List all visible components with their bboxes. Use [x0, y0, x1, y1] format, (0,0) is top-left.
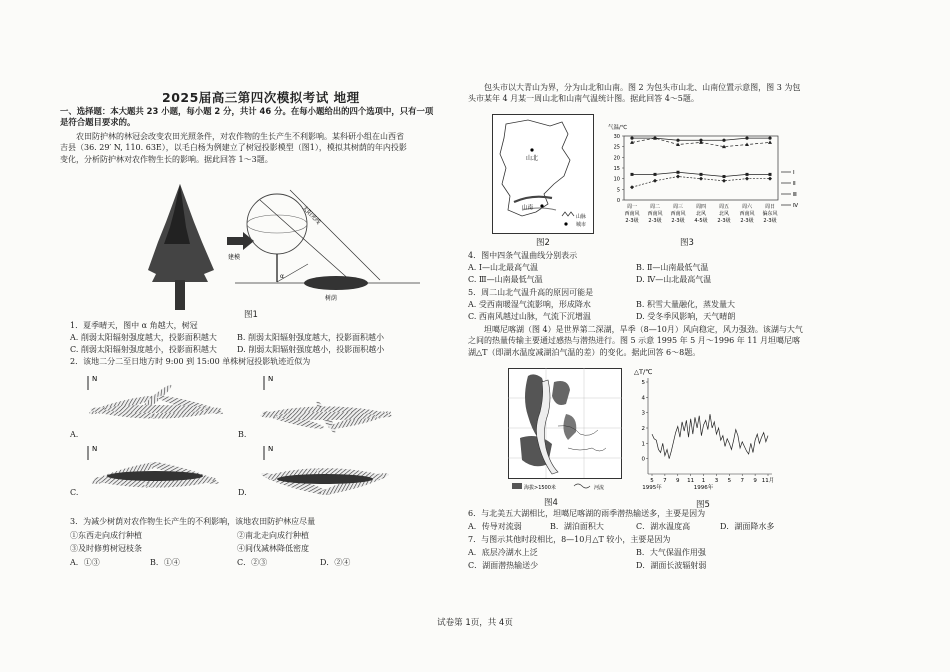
data-point: [630, 185, 634, 189]
angle-label: α: [280, 273, 284, 280]
x-tick-label: 周日: [764, 204, 776, 210]
x-tick-label: 5: [650, 478, 654, 484]
x-tick-label: 2-3级: [671, 218, 685, 224]
data-point: [745, 143, 749, 147]
option-c-figure: [88, 445, 220, 490]
shannan-label: 山南: [522, 205, 534, 211]
data-point: [676, 175, 680, 179]
figure-5-caption: 图5: [696, 500, 710, 510]
data-point: [745, 137, 748, 140]
question-stem: 3．为减少树荫对农作物生长产生的不利影响，该地农田防护林应尽量: [70, 517, 316, 526]
y-tick-label: 30: [613, 134, 620, 140]
option-d-figure: [260, 445, 390, 498]
data-point: [630, 137, 633, 140]
page-title: 2025届高三第四次模拟考试 地理: [162, 90, 360, 105]
legend-label: Ⅱ: [793, 181, 796, 187]
y-tick-label: 20: [613, 155, 620, 162]
q2-option-d[interactable]: D.: [238, 488, 247, 497]
crown-shadow-label: 树荫: [325, 295, 338, 302]
section-header-line: 一、选择题：本大题共 23 小题，每小题 2 分，共计 46 分。在每小题给出的四个选项中，只有一项: [60, 106, 434, 116]
option-a-figure: [88, 375, 224, 421]
sun-ray-label: 太阳光线: [300, 205, 322, 226]
x-tick-label: 北风: [718, 211, 730, 217]
q5-option-b[interactable]: B. 积雪大量融化，蒸发量大: [636, 300, 735, 309]
passage-1: [60, 131, 407, 165]
q6-option-d[interactable]: D．湖面降水多: [720, 522, 775, 531]
legend-river: 河流: [594, 485, 605, 491]
x-tick-label: 周二: [649, 204, 661, 210]
q7-option-b[interactable]: B．大气保温作用强: [636, 548, 706, 557]
data-point: [722, 139, 725, 142]
passage-line: 变化，分析防护林对农作物生长的影响。据此回答 1～3题。: [60, 154, 273, 164]
legend-label: Ⅰ: [793, 170, 795, 176]
y-tick-label: 10: [613, 176, 620, 183]
question-1: [70, 320, 198, 331]
figure-4-caption: 图4: [544, 498, 558, 508]
question-2: [70, 356, 310, 367]
data-point: [745, 177, 749, 181]
q4-option-b[interactable]: B. Ⅱ—山南最低气温: [636, 263, 709, 272]
x-tick-label: 11: [687, 478, 695, 484]
question-stem: 2．该地二分二至日地方时 9:00 到 15:00 单株树冠投影轨迹近似为: [70, 357, 311, 366]
data-point: [654, 173, 657, 176]
question-6: [468, 508, 705, 519]
y-tick-label: 5: [616, 187, 620, 194]
y-axis-label: 气温/℃: [608, 125, 628, 131]
question-stem: 5．周二山北气温升高的原因可能是: [468, 288, 594, 297]
x-tick-label: 7: [740, 478, 744, 484]
plot-frame: [624, 136, 778, 200]
q5-option-d[interactable]: D. 受冬季风影响，天气晴朗: [636, 312, 736, 321]
y-tick-label: 25: [613, 144, 620, 151]
north-label: N: [268, 445, 274, 453]
x-tick-label: 偏东风: [762, 211, 778, 217]
figure-5-chart: [632, 364, 780, 496]
north-label: N: [92, 445, 98, 453]
x-tick-label: 西南风: [647, 211, 663, 217]
section-header: [60, 106, 433, 129]
shanbei-label: 山北: [526, 155, 539, 162]
passage-2: [468, 82, 800, 105]
q4-option-a[interactable]: A. Ⅰ—山北最高气温: [468, 263, 539, 272]
figure-3-chart: [606, 120, 806, 232]
q2-option-c[interactable]: C.: [70, 488, 79, 497]
q3-item-3: ③及时修剪树冠枝条: [70, 544, 142, 553]
question-stem: 1．夏季晴天，图中 α 角越大，树冠: [70, 321, 198, 330]
data-point: [700, 173, 703, 176]
data-point: [768, 140, 772, 144]
question-stem: 4．图中四条气温曲线分别表示: [468, 251, 578, 260]
x-tick-label: 西南风: [624, 211, 640, 217]
x-tick-label: 西南风: [670, 211, 686, 217]
q3-item-4: ④间伐减林降低密度: [237, 544, 309, 553]
model-label: 建模: [228, 254, 241, 261]
y-tick-label: 2: [641, 426, 645, 432]
x-tick-label: 7: [663, 478, 667, 484]
legend-city: 城市: [576, 222, 587, 228]
q2-option-b[interactable]: B.: [238, 430, 247, 439]
q3-option-a[interactable]: A．①③: [70, 558, 100, 567]
x-tick-label: 2-3级: [625, 218, 639, 224]
passage-3: [468, 324, 803, 358]
y-tick-label: 0: [641, 456, 645, 463]
q3-option-b[interactable]: B．①④: [150, 558, 180, 567]
x-tick-label: 2-3级: [740, 218, 754, 224]
q2-option-a[interactable]: A.: [70, 430, 79, 439]
q7-option-c[interactable]: C．湖面潜热输送少: [468, 561, 539, 570]
question-7: [468, 534, 670, 545]
q3-item-1: ①东西走向成行种植: [70, 531, 142, 540]
x-tick-label: 3: [714, 478, 719, 484]
q7-option-d[interactable]: D．湖面长波辐射弱: [636, 561, 707, 570]
tree-illustration: [148, 184, 214, 310]
data-point: [723, 175, 726, 178]
x-tick-label: 周三: [672, 204, 684, 210]
x-tick-label: 周一: [626, 204, 638, 210]
question-5: [468, 287, 593, 298]
passage-line: 吉县（36. 29′ N, 110. 63E），以毛白杨为例建立了树冠投影模型（图1），模拟其树荫的年内投影: [60, 143, 407, 153]
q4-option-d[interactable]: D. Ⅳ—山北最高气温: [636, 275, 712, 284]
data-point: [653, 179, 657, 183]
data-point: [631, 173, 634, 176]
x-tick-label: 11月: [761, 478, 775, 484]
x-tick-label: 4-5级: [694, 218, 708, 224]
x-tick-label: 周五: [718, 204, 730, 210]
q6-option-c[interactable]: C．湖水温度高: [636, 522, 691, 531]
y-tick-label: 3: [641, 410, 645, 417]
q1-option-a[interactable]: A. 削弱太阳辐射强度越大，投影面积越大: [70, 333, 217, 342]
north-label: N: [268, 375, 274, 383]
question-4: [468, 250, 577, 261]
question-stem: 7．与图示其他时段相比，8—10月△T 较小，主要是因为: [468, 535, 671, 544]
figure-1-caption: 图1: [244, 310, 258, 320]
q5-option-c[interactable]: C. 西南风越过山脉，气流下沉增温: [468, 312, 591, 321]
x-tick-label: 9: [753, 478, 757, 484]
passage-line: 湖△T（即湖水温度减湖泊气温的差）的变化。据此回答 6～8题。: [468, 347, 701, 357]
q3-option-d[interactable]: D．②④: [320, 558, 351, 567]
y-tick-label: 4: [641, 395, 645, 402]
y-tick-label: 5: [641, 380, 645, 386]
data-point: [722, 179, 726, 183]
passage-line: 之间的热量传输主要通过感热与潜热进行。图 5 示意 1995 年 5 月～1996 年 11 月坦噶尼喀: [468, 336, 800, 346]
q6-option-b[interactable]: B．湖泊面积大: [550, 522, 604, 531]
legend-label: Ⅲ: [793, 192, 797, 198]
q1-option-b[interactable]: B. 削弱太阳辐射强度越大，投影面积越小: [237, 333, 384, 342]
data-point: [699, 177, 703, 181]
question-stem: 6．与北美五大湖相比，坦噶尼喀湖的雨季潜热输送多，主要是因为: [468, 509, 706, 518]
y-tick-label: 1: [641, 441, 645, 448]
x-tick-label: 9: [676, 478, 680, 484]
data-point: [746, 173, 749, 176]
x-tick-label: 2-3级: [763, 218, 777, 224]
question-3: [70, 516, 315, 527]
passage-line: 坦噶尼喀湖（图 4）是世界第二深湖，旱季（8—10月）风向稳定，风力强劲。该湖与大气: [484, 325, 803, 334]
x-tick-label: 2-3级: [648, 218, 662, 224]
y-tick-label: 15: [613, 166, 620, 172]
data-point: [769, 173, 772, 176]
q4-option-c[interactable]: C. Ⅲ—山南最低气温: [468, 275, 543, 284]
q3-option-c[interactable]: C．②③: [237, 558, 268, 567]
legend-high: 海拔>1500米: [524, 485, 556, 491]
x-year-label: 1996年: [693, 485, 714, 491]
x-tick-label: 5: [727, 478, 732, 484]
x-tick-label: 西南风: [739, 211, 755, 217]
x-tick-label: 周六: [741, 204, 753, 210]
y-axis-label: △T/℃: [634, 368, 653, 376]
q5-option-a[interactable]: A. 受西南暖湿气流影响，形成降水: [468, 300, 591, 309]
legend-mountain: 山脉: [576, 214, 587, 220]
figure-4-map: [508, 368, 622, 492]
page-footer: 试卷第 1页，共 4页: [437, 618, 513, 628]
passage-line: 头市某年 4 月某一周山北和山南气温统计图。据此回答 4～5题。: [468, 94, 699, 104]
passage-line: 包头市以大青山为界，分为山北和山南。图 2 为包头市山北、山南位置示意图，图 3 为包: [484, 83, 801, 92]
legend-label: Ⅳ: [793, 203, 799, 209]
q6-option-a[interactable]: A．传导对流弱: [468, 522, 522, 531]
x-tick-label: 2-3级: [717, 218, 731, 224]
x-tick-label: 1: [701, 478, 706, 484]
x-tick-label: 北风: [695, 211, 707, 217]
passage-line: 农田防护林的林冠会改变农田光照条件，对农作物的生长产生不利影响。某科研小组在山西省: [76, 132, 404, 141]
q7-option-a[interactable]: A．底层冷湖水上泛: [468, 548, 538, 557]
q2-option-figures: [78, 372, 418, 502]
series-line: [652, 414, 768, 458]
figure-2-caption: 图2: [536, 238, 550, 248]
x-tick-label: 周四: [695, 204, 707, 210]
crown-model: [235, 190, 420, 302]
data-point: [768, 137, 771, 140]
option-b-figure: [260, 375, 392, 434]
north-label: N: [92, 375, 98, 383]
q3-item-2: ②南北走向成行种植: [237, 531, 309, 540]
figure-2-map: [492, 114, 594, 234]
q1-option-c[interactable]: C. 削弱太阳辐射强度越小，投影面积越大: [70, 345, 217, 354]
data-point: [677, 171, 680, 174]
data-point: [676, 139, 679, 142]
figure-1: [130, 182, 430, 314]
data-point: [768, 177, 772, 181]
q1-option-d[interactable]: D. 削弱太阳辐射强度越小，投影面积越小: [237, 345, 385, 354]
y-tick-label: 0: [616, 198, 620, 204]
x-year-label: 1995年: [642, 485, 662, 491]
figure-3-caption: 图3: [680, 238, 694, 248]
section-header-line: 是符合题目要求的。: [60, 117, 136, 128]
